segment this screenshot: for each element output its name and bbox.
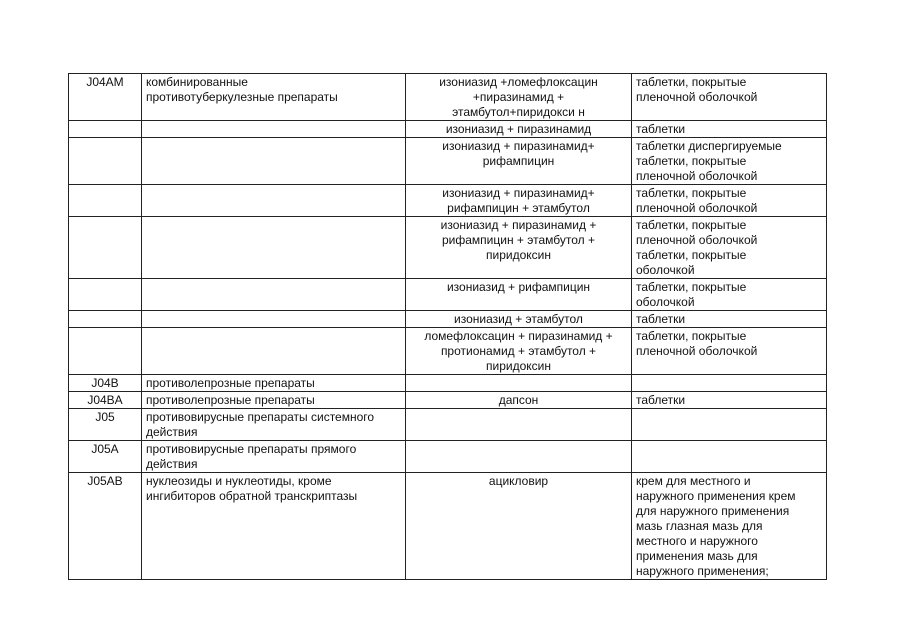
dosage-form-cell (632, 375, 827, 392)
drug-name-cell: изониазид + пиразинамид+ рифампицин (406, 138, 632, 185)
dosage-form-cell: таблетки диспергируемые таблетки, покрытые пленочной оболочкой (632, 138, 827, 185)
pharmacological-group-cell (142, 138, 406, 185)
atc-code-cell (69, 138, 142, 185)
drug-table-body (69, 74, 827, 580)
table-row (69, 138, 827, 185)
drug-table (68, 73, 827, 580)
table-row (69, 311, 827, 328)
dosage-form-cell: таблетки (632, 392, 827, 409)
pharmacological-group-cell: противовирусные препараты системного действия (142, 409, 406, 441)
drug-name-cell: изониазид +ломефлоксацин +пиразинамид + этамбутол+пиридокси н (406, 74, 632, 121)
pharmacological-group-cell: противолепрозные препараты (142, 375, 406, 392)
pharmacological-group-cell (142, 279, 406, 311)
pharmacological-group-cell: нуклеозиды и нуклеотиды, кроме ингибиторов обратной транскриптазы (142, 473, 406, 580)
drug-name-cell (406, 409, 632, 441)
drug-name-cell: изониазид + этамбутол (406, 311, 632, 328)
table-row (69, 121, 827, 138)
atc-code-cell: J04BA (69, 392, 142, 409)
atc-code-cell (69, 328, 142, 375)
atc-code-cell (69, 121, 142, 138)
table-row (69, 409, 827, 441)
table-row (69, 392, 827, 409)
pharmacological-group-cell (142, 311, 406, 328)
atc-code-cell: J05A (69, 441, 142, 473)
pharmacological-group-cell (142, 328, 406, 375)
drug-name-cell: ломефлоксацин + пиразинамид + протионамид + этамбутол + пиридоксин (406, 328, 632, 375)
drug-name-cell: изониазид + пиразинамид (406, 121, 632, 138)
atc-code-cell (69, 217, 142, 279)
atc-code-cell: J05AB (69, 473, 142, 580)
atc-code-cell: J04B (69, 375, 142, 392)
pharmacological-group-cell (142, 185, 406, 217)
dosage-form-cell: крем для местного и наружного применения крем для наружного применения мазь глазная мазь для местного и наружного применения мазь для наружного применения; (632, 473, 827, 580)
table-row (69, 328, 827, 375)
table-row (69, 473, 827, 580)
pharmacological-group-cell (142, 121, 406, 138)
dosage-form-cell: таблетки (632, 311, 827, 328)
drug-name-cell (406, 441, 632, 473)
dosage-form-cell: таблетки, покрытые пленочной оболочкой (632, 328, 827, 375)
dosage-form-cell: таблетки, покрытые пленочной оболочкой (632, 185, 827, 217)
dosage-form-cell (632, 409, 827, 441)
drug-name-cell (406, 375, 632, 392)
pharmacological-group-cell: противолепрозные препараты (142, 392, 406, 409)
atc-code-cell: J04AM (69, 74, 142, 121)
table-row (69, 217, 827, 279)
pharmacological-group-cell: противовирусные препараты прямого действия (142, 441, 406, 473)
dosage-form-cell: таблетки, покрытые оболочкой (632, 279, 827, 311)
atc-code-cell (69, 311, 142, 328)
dosage-form-cell (632, 441, 827, 473)
drug-name-cell: изониазид + рифампицин (406, 279, 632, 311)
drug-name-cell: ацикловир (406, 473, 632, 580)
table-row (69, 279, 827, 311)
dosage-form-cell: таблетки, покрытые пленочной оболочкой (632, 74, 827, 121)
drug-name-cell: дапсон (406, 392, 632, 409)
table-row (69, 375, 827, 392)
atc-code-cell (69, 185, 142, 217)
pharmacological-group-cell: комбинированные противотуберкулезные препараты (142, 74, 406, 121)
table-row (69, 185, 827, 217)
pharmacological-group-cell (142, 217, 406, 279)
drug-name-cell: изониазид + пиразинамид+ рифампицин + этамбутол (406, 185, 632, 217)
table-row (69, 441, 827, 473)
table-row (69, 74, 827, 121)
drug-name-cell: изониазид + пиразинамид + рифампицин + этамбутол + пиридоксин (406, 217, 632, 279)
atc-code-cell (69, 279, 142, 311)
dosage-form-cell: таблетки (632, 121, 827, 138)
atc-code-cell: J05 (69, 409, 142, 441)
dosage-form-cell: таблетки, покрытые пленочной оболочкой таблетки, покрытые оболочкой (632, 217, 827, 279)
